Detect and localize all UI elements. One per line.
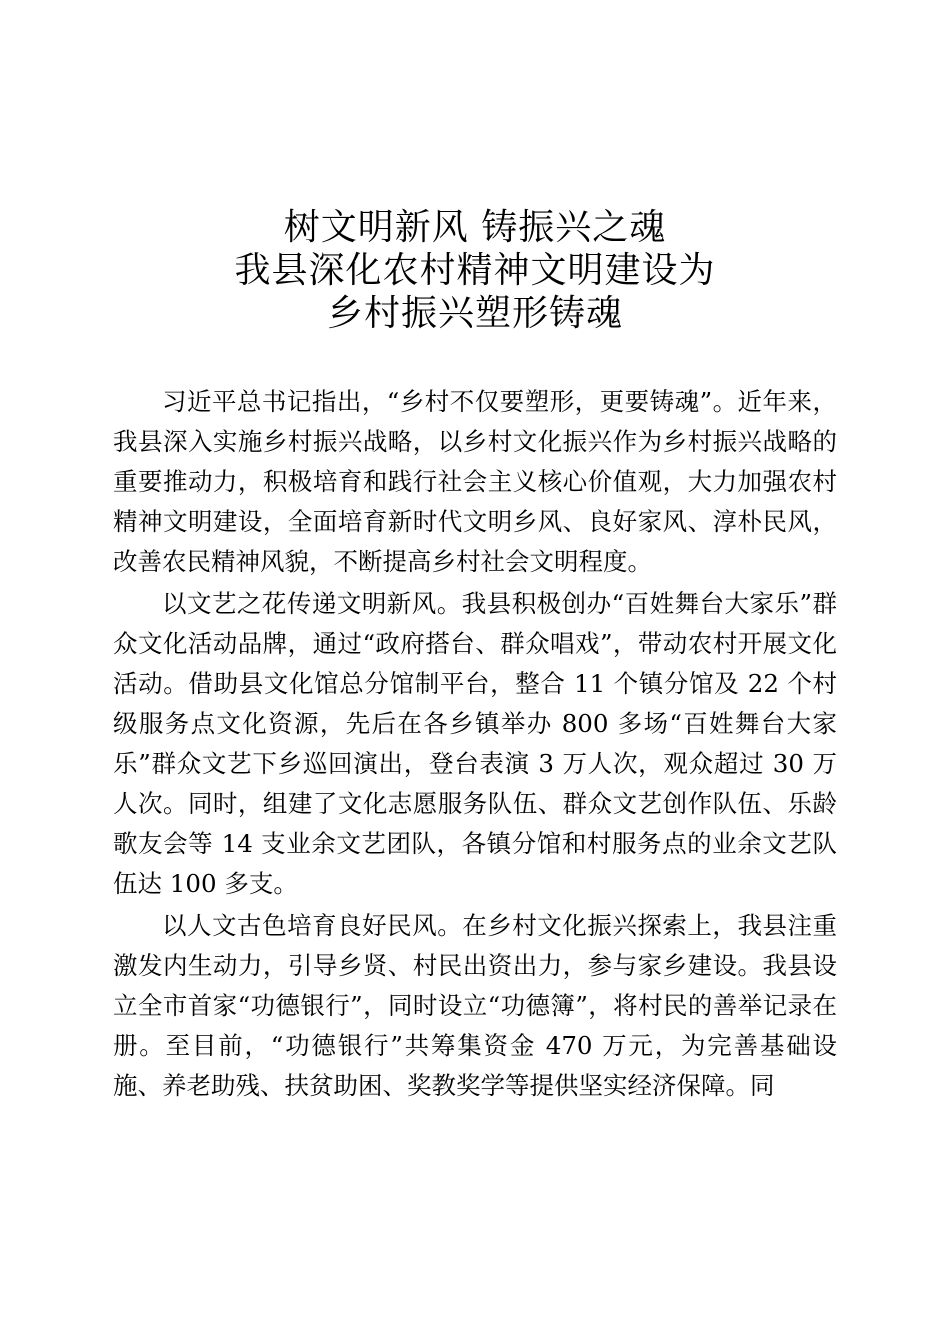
paragraph-arts: 以文艺之花传递文明新风。我县积极创办“百姓舞台大家乐”群众文化活动品牌，通过“政府搭台、群众唱戏”，带动农村开展文化活动。借助县文化馆总分馆制平台，整合 11 个镇分馆及 22 个村级服务点文化资源，先后在各乡镇举办 800 多场“百姓舞台大家乐”群众文艺下乡巡回演出，登台表演 3 万人次，观众超过 30 万人次。同时，组建了文化志愿服务队伍、群众文艺创作队伍、乐龄歌友会等 14 支业余文艺团队，各镇分馆和村服务点的业余文艺队伍达 100 多支。 — [113, 589, 837, 898]
title-line-1: 树文明新风 铸振兴之魂 — [283, 207, 667, 248]
paragraph-intro: 习近平总书记指出，“乡村不仅要塑形，更要铸魂”。近年来，我县深入实施乡村振兴战略，以乡村文化振兴作为乡村振兴战略的重要推动力，积极培育和践行社会主义核心价值观，大力加强农村精神文明建设，全面培育新时代文明乡风、良好家风、淳朴民风，改善农民精神风貌，不断提高乡村社会文明程度。 — [113, 387, 837, 576]
paragraph-culture: 以人文古色培育良好民风。在乡村文化振兴探索上，我县注重激发内生动力，引导乡贤、村民出资出力，参与家乡建设。我县设立全市首家“功德银行”，同时设立“功德簿”，将村民的善举记录在册。至目前，“功德银行”共筹集资金 470 万元，为完善基础设施、养老助残、扶贫助困、奖教奖学等提供坚实经济保障。同 — [113, 911, 837, 1100]
title-line-3: 乡村振兴塑形铸魂 — [326, 293, 623, 334]
title-line-2: 我县深化农村精神文明建设为 — [234, 250, 716, 291]
document-title — [0, 206, 950, 335]
document-body — [113, 382, 837, 1108]
